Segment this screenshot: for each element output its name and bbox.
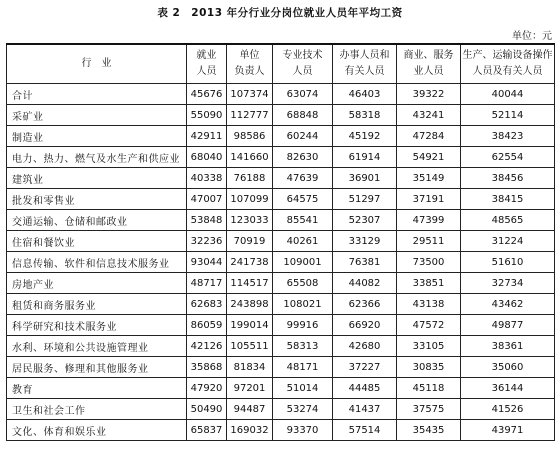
wage-cell: 123033 bbox=[227, 210, 273, 231]
table-row bbox=[7, 252, 555, 273]
wage-cell: 70919 bbox=[227, 231, 273, 252]
wage-cell: 66920 bbox=[333, 315, 397, 336]
wage-cell: 54921 bbox=[397, 147, 461, 168]
wage-cell: 169032 bbox=[227, 420, 273, 441]
wage-cell: 98586 bbox=[227, 126, 273, 147]
table-header bbox=[7, 44, 555, 84]
wage-cell: 35149 bbox=[397, 168, 461, 189]
wage-cell: 52114 bbox=[461, 105, 555, 126]
industry-cell: 文化、体育和娱乐业 bbox=[7, 420, 187, 441]
wage-cell: 76381 bbox=[333, 252, 397, 273]
wage-cell: 47399 bbox=[397, 210, 461, 231]
table-title: 表 2 2013 年分行业分岗位就业人员年平均工资 bbox=[157, 7, 403, 19]
wage-cell: 39322 bbox=[397, 84, 461, 105]
table-row bbox=[7, 189, 555, 210]
wage-cell: 32734 bbox=[461, 273, 555, 294]
wage-cell: 82630 bbox=[273, 147, 333, 168]
wage-cell: 45192 bbox=[333, 126, 397, 147]
wage-cell: 40338 bbox=[187, 168, 227, 189]
wage-cell: 93044 bbox=[187, 252, 227, 273]
header-production-workers: 生产、运输设备操作 人员及有关人员 bbox=[461, 44, 555, 84]
industry-cell: 采矿业 bbox=[7, 105, 187, 126]
wage-cell: 65508 bbox=[273, 273, 333, 294]
wage-cell: 37227 bbox=[333, 357, 397, 378]
wage-cell: 38415 bbox=[461, 189, 555, 210]
industry-cell: 卫生和社会工作 bbox=[7, 399, 187, 420]
wage-cell: 51610 bbox=[461, 252, 555, 273]
table-row bbox=[7, 420, 555, 441]
table-row bbox=[7, 210, 555, 231]
wage-cell: 58318 bbox=[333, 105, 397, 126]
wage-cell: 45676 bbox=[187, 84, 227, 105]
wage-cell: 47284 bbox=[397, 126, 461, 147]
wage-cell: 51014 bbox=[273, 378, 333, 399]
wage-cell: 42680 bbox=[333, 336, 397, 357]
wage-cell: 108021 bbox=[273, 294, 333, 315]
wage-cell: 43138 bbox=[397, 294, 461, 315]
table-row bbox=[7, 273, 555, 294]
wage-cell: 46403 bbox=[333, 84, 397, 105]
wage-cell: 49877 bbox=[461, 315, 555, 336]
wage-cell: 81834 bbox=[227, 357, 273, 378]
industry-cell: 教育 bbox=[7, 378, 187, 399]
wage-cell: 105511 bbox=[227, 336, 273, 357]
wage-cell: 53274 bbox=[273, 399, 333, 420]
header-industry: 行 业 bbox=[7, 44, 187, 84]
wage-cell: 47639 bbox=[273, 168, 333, 189]
wage-cell: 97201 bbox=[227, 378, 273, 399]
wage-cell: 35060 bbox=[461, 357, 555, 378]
table-row bbox=[7, 168, 555, 189]
wage-cell: 42911 bbox=[187, 126, 227, 147]
industry-cell: 房地产业 bbox=[7, 273, 187, 294]
industry-cell: 租赁和商务服务业 bbox=[7, 294, 187, 315]
table-row bbox=[7, 105, 555, 126]
wage-cell: 37575 bbox=[397, 399, 461, 420]
wage-cell: 51297 bbox=[333, 189, 397, 210]
wage-cell: 48717 bbox=[187, 273, 227, 294]
industry-cell: 科学研究和技术服务业 bbox=[7, 315, 187, 336]
wage-cell: 112777 bbox=[227, 105, 273, 126]
wage-cell: 37191 bbox=[397, 189, 461, 210]
table-row bbox=[7, 147, 555, 168]
wage-cell: 86059 bbox=[187, 315, 227, 336]
wage-cell: 47920 bbox=[187, 378, 227, 399]
wage-cell: 50490 bbox=[187, 399, 227, 420]
wage-cell: 241738 bbox=[227, 252, 273, 273]
wage-cell: 243898 bbox=[227, 294, 273, 315]
wage-cell: 85541 bbox=[273, 210, 333, 231]
table-row bbox=[7, 336, 555, 357]
wage-cell: 38456 bbox=[461, 168, 555, 189]
industry-cell: 建筑业 bbox=[7, 168, 187, 189]
wage-cell: 68848 bbox=[273, 105, 333, 126]
wage-cell: 48171 bbox=[273, 357, 333, 378]
header-row bbox=[7, 44, 555, 84]
table-row bbox=[7, 126, 555, 147]
wage-cell: 33105 bbox=[397, 336, 461, 357]
wage-cell: 47572 bbox=[397, 315, 461, 336]
wage-cell: 31224 bbox=[461, 231, 555, 252]
table-row bbox=[7, 315, 555, 336]
wage-cell: 33851 bbox=[397, 273, 461, 294]
wage-cell: 45118 bbox=[397, 378, 461, 399]
wage-cell: 42126 bbox=[187, 336, 227, 357]
wage-cell: 63074 bbox=[273, 84, 333, 105]
wage-cell: 141660 bbox=[227, 147, 273, 168]
wage-cell: 36144 bbox=[461, 378, 555, 399]
header-professionals: 专业技术 人员 bbox=[273, 44, 333, 84]
wage-cell: 62366 bbox=[333, 294, 397, 315]
header-unit-heads: 单位 负责人 bbox=[227, 44, 273, 84]
wage-cell: 73500 bbox=[397, 252, 461, 273]
wage-cell: 43971 bbox=[461, 420, 555, 441]
wage-cell: 62554 bbox=[461, 147, 555, 168]
unit-label: 单位：元 bbox=[512, 31, 552, 42]
wage-cell: 107374 bbox=[227, 84, 273, 105]
table-row bbox=[7, 378, 555, 399]
wage-cell: 55090 bbox=[187, 105, 227, 126]
wage-cell: 61914 bbox=[333, 147, 397, 168]
wage-cell: 60244 bbox=[273, 126, 333, 147]
wage-cell: 94487 bbox=[227, 399, 273, 420]
header-clerks: 办事人员和 有关人员 bbox=[333, 44, 397, 84]
wage-cell: 38423 bbox=[461, 126, 555, 147]
industry-cell: 信息传输、软件和信息技术服务业 bbox=[7, 252, 187, 273]
wage-cell: 35868 bbox=[187, 357, 227, 378]
wage-cell: 52307 bbox=[333, 210, 397, 231]
industry-cell: 交通运输、仓储和邮政业 bbox=[7, 210, 187, 231]
wage-cell: 53848 bbox=[187, 210, 227, 231]
wage-cell: 48565 bbox=[461, 210, 555, 231]
wage-cell: 57514 bbox=[333, 420, 397, 441]
wage-cell: 68040 bbox=[187, 147, 227, 168]
wage-cell: 44485 bbox=[333, 378, 397, 399]
table-row bbox=[7, 231, 555, 252]
industry-cell: 制造业 bbox=[7, 126, 187, 147]
wage-cell: 44082 bbox=[333, 273, 397, 294]
table-row bbox=[7, 294, 555, 315]
wage-cell: 58313 bbox=[273, 336, 333, 357]
wage-cell: 109001 bbox=[273, 252, 333, 273]
industry-cell: 电力、热力、燃气及水生产和供应业 bbox=[7, 147, 187, 168]
wage-cell: 93370 bbox=[273, 420, 333, 441]
wage-cell: 41437 bbox=[333, 399, 397, 420]
wage-cell: 40044 bbox=[461, 84, 555, 105]
header-service-workers: 商业、服务 业人员 bbox=[397, 44, 461, 84]
wage-cell: 76188 bbox=[227, 168, 273, 189]
wage-cell: 40261 bbox=[273, 231, 333, 252]
wage-cell: 199014 bbox=[227, 315, 273, 336]
wage-cell: 29511 bbox=[397, 231, 461, 252]
wage-cell: 107099 bbox=[227, 189, 273, 210]
header-employees: 就业 人员 bbox=[187, 44, 227, 84]
industry-cell: 合计 bbox=[7, 84, 187, 105]
table-row bbox=[7, 84, 555, 105]
wage-cell: 65837 bbox=[187, 420, 227, 441]
table-row bbox=[7, 357, 555, 378]
wage-table bbox=[6, 43, 555, 441]
industry-cell: 批发和零售业 bbox=[7, 189, 187, 210]
wage-cell: 99916 bbox=[273, 315, 333, 336]
wage-cell: 36901 bbox=[333, 168, 397, 189]
wage-cell: 47007 bbox=[187, 189, 227, 210]
wage-cell: 43462 bbox=[461, 294, 555, 315]
wage-cell: 41526 bbox=[461, 399, 555, 420]
wage-cell: 64575 bbox=[273, 189, 333, 210]
wage-cell: 43241 bbox=[397, 105, 461, 126]
wage-cell: 35435 bbox=[397, 420, 461, 441]
industry-cell: 水利、环境和公共设施管理业 bbox=[7, 336, 187, 357]
wage-cell: 114517 bbox=[227, 273, 273, 294]
wage-cell: 62683 bbox=[187, 294, 227, 315]
wage-cell: 32236 bbox=[187, 231, 227, 252]
wage-cell: 38361 bbox=[461, 336, 555, 357]
industry-cell: 居民服务、修理和其他服务业 bbox=[7, 357, 187, 378]
table-row bbox=[7, 399, 555, 420]
wage-cell: 33129 bbox=[333, 231, 397, 252]
industry-cell: 住宿和餐饮业 bbox=[7, 231, 187, 252]
table-body bbox=[7, 84, 555, 441]
wage-cell: 30835 bbox=[397, 357, 461, 378]
